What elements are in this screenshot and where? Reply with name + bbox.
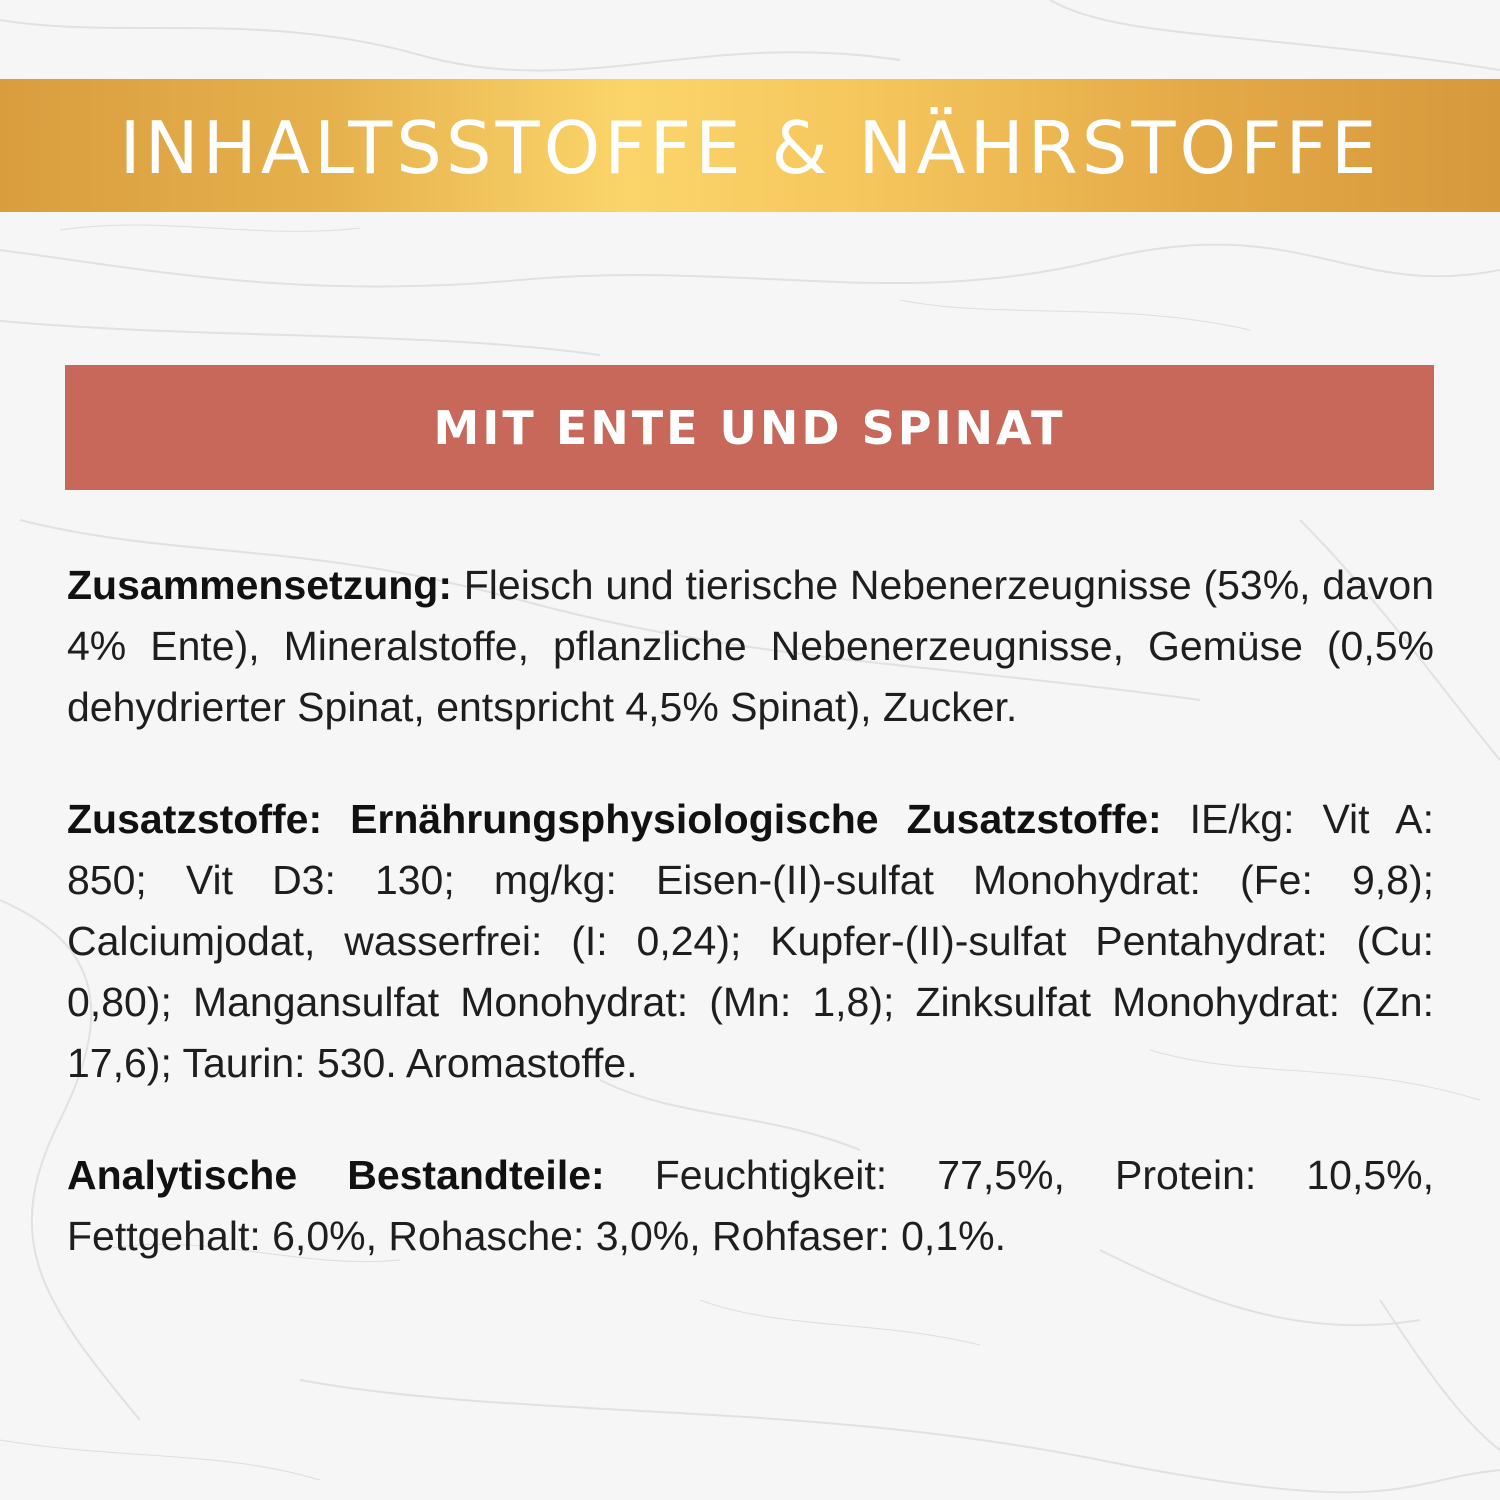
analysis-text: Feuchtigkeit: 77,5%, Protein: 10,5%, Fettgehalt: 6,0%, Rohasche: 3,0%, Rohfaser: 0,1%. <box>67 1152 1434 1259</box>
additives-text: IE/kg: Vit A: 850; Vit D3: 130; mg/kg: Eisen-(II)-sulfat Monohydrat: (Fe: 9,8); Calciumjodat, wasserfrei: (I: 0,24); Kupfer-(II)-sulfat Pentahydrat: (Cu: 0,80); Mangansulfat Monohydrat: (Mn: 1,8); Zinksulfat Monohydrat: (Zn: 17,6); Taurin: 530. Aromastoffe. <box>67 796 1434 1086</box>
composition-label: Zusammensetzung: <box>67 562 452 608</box>
page-title: INHALTSSTOFFE & NÄHRSTOFFE <box>119 105 1381 190</box>
analysis-paragraph <box>67 1145 1434 1267</box>
header-banner <box>0 79 1500 212</box>
analysis-label: Analytische Bestandteile: <box>67 1152 605 1198</box>
composition-text: Fleisch und tierische Nebenerzeugnisse (53%, davon 4% Ente), Mineralstoffe, pflanzliche Nebenerzeugnisse, Gemüse (0,5% dehydrierter Spinat, entspricht 4,5% Spinat), Zucker. <box>67 562 1434 730</box>
additives-label: Zusatzstoffe: Ernährungsphysiologische Zusatzstoffe: <box>67 796 1162 842</box>
additives-paragraph <box>67 789 1434 1094</box>
variant-title: MIT ENTE UND SPINAT <box>433 400 1066 455</box>
composition-paragraph <box>67 555 1434 738</box>
ingredients-content <box>67 555 1434 1267</box>
variant-banner <box>65 365 1434 490</box>
